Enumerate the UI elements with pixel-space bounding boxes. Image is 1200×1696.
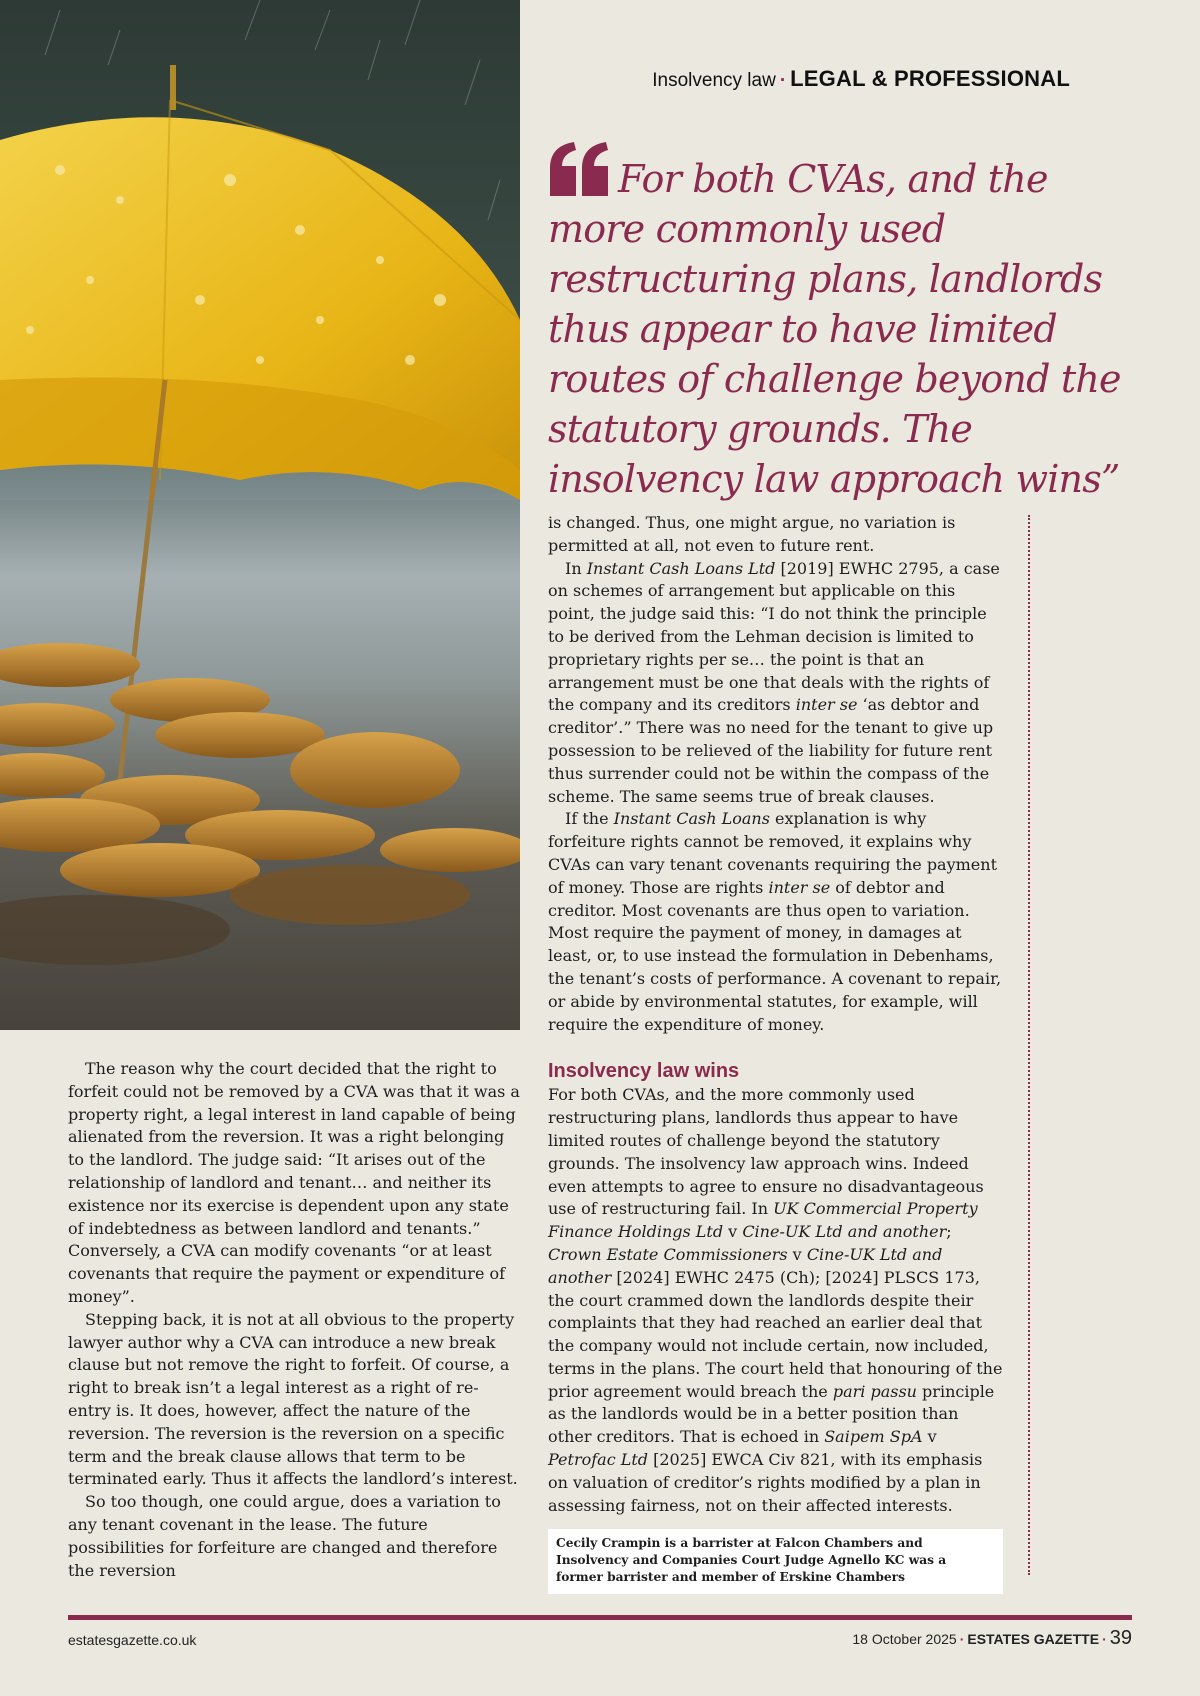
right-paragraph-4: For both CVAs, and the more commonly used restructuring plans, landlords thus appear to have limited routes of challenge beyond the statutory grounds. The insolvency law approach wins. Indeed even attempts to agree to ensure no disadvantageous use of restructuring fail. In UK Commercial Property Finance Holdings Ltd v Cine-UK Ltd and another; Crown Estate Commissioners v Cine-UK Ltd and another [2024] EWHC 2475 (Ch); [2024] PLSCS 173, the court crammed down the landlords despite their complaints that they had reached an earlier deal that the company would not include certain, now included, terms in the plans. The court held that honouring of the prior agreement would breach the pari passu principle as the landlords would be in a better position than other creditors. That is echoed in Saipem SpA v Petrofac Ltd [2025] EWCA Civ 821, with its emphasis on valuation of creditor’s rights modified by a plan in assessing fairness, not on their affected interests.	[548, 1085, 1003, 1515]
column-divider	[1028, 515, 1030, 1575]
pull-quote	[548, 140, 1128, 504]
umbrella-coins-illustration	[0, 0, 520, 1030]
left-paragraph-3: So too though, one could argue, does a variation to any tenant covenant in the lease. The future possibilities for forfeiture are changed and therefore the reversion	[68, 1492, 501, 1580]
footer-publication: ESTATES GAZETTE	[967, 1631, 1100, 1647]
footer-date: 18 October 2025	[852, 1631, 957, 1647]
case-name: UK Commercial Property Finance Holdings Ltd	[548, 1199, 978, 1242]
case-name: Petrofac Ltd	[548, 1450, 649, 1470]
quote-mark-icon	[548, 140, 612, 198]
right-paragraph-3: If the Instant Cash Loans explanation is why forfeiture rights cannot be removed, it explains why CVAs can vary tenant covenants requiring the payment of money. Those are rights inter se of debtor and creditor. Most covenants are thus open to variation. Most require the payment of money, in damages at least, or, to use instead the formulation in Debenhams, the tenant’s costs of performance. A covenant to repair, or abide by environmental statutes, for example, will require the expenditure of money.	[548, 809, 1002, 1034]
case-name: Saipem SpA	[824, 1427, 923, 1447]
page-number: 39	[1109, 1627, 1132, 1649]
right-paragraph-2: In Instant Cash Loans Ltd [2019] EWHC 2795, a case on schemes of arrangement but applicable on this point, the judge said this: “I do not think the principle to be derived from the Lehman decision is limited to proprietary rights per se… the point is that an arrangement must be one that deals with the rights of the company and its creditors inter se ‘as debtor and creditor’.” There was no need for the tenant to give up possession to be relieved of the liability for future rent thus surrender could not be within the compass of the scheme. The same seems true of break clauses.	[548, 558, 1000, 806]
footer-folio	[852, 1627, 1132, 1650]
left-column	[68, 1058, 520, 1582]
header-section: LEGAL & PROFESSIONAL	[790, 66, 1070, 91]
subheading: Insolvency law wins	[548, 1060, 740, 1083]
case-name: Crown Estate Commissioners	[548, 1244, 788, 1264]
case-name: Cine-UK Ltd and another	[742, 1222, 947, 1242]
author-bio: Cecily Crampin is a barrister at Falcon Chambers and Insolvency and Companies Court Judge Agnello KC was a former barrister and member of Erskine Chambers	[548, 1529, 1003, 1594]
left-paragraph-1: The reason why the court decided that the right to forfeit could not be removed by a CVA was that it was a property right, a legal interest in land capable of being alienated from the reversion. It was a right belonging to the landlord. The judge said: “It arises out of the relationship of landlord and tenant… and neither its existence nor its exercise is dependent upon any state of indebtedness as between landlord and tenants.” Conversely, a CVA can modify covenants “or at least covenants that require the payment or expenditure of money”.	[68, 1059, 520, 1306]
latin-term: inter se	[795, 695, 858, 715]
header-separator: ·	[779, 70, 787, 91]
umbrella-coins-photo	[0, 0, 520, 1030]
right-column	[548, 512, 1003, 1594]
right-paragraph-1: is changed. Thus, one might argue, no variation is permitted at all, not even to future rent.	[548, 513, 956, 555]
case-name: Cine-UK Ltd and another	[548, 1244, 943, 1287]
footer-rule	[68, 1615, 1132, 1620]
case-name: Instant Cash Loans	[613, 809, 770, 829]
header-topic: Insolvency law	[652, 70, 776, 91]
footer-separator: ·	[959, 1631, 965, 1647]
left-paragraph-2: Stepping back, it is not at all obvious to the property lawyer author why a CVA can introduce a new break clause but not remove the right to forfeit. Of course, a right to break isn’t a legal interest as a right of re-entry is. It does, however, affect the nature of the reversion. The reversion is the reversion on a specific term and the break clause allows that term to be terminated early. Thus it affects the landlord’s interest.	[68, 1309, 518, 1489]
footer-separator: ·	[1102, 1631, 1107, 1647]
case-name: Instant Cash Loans Ltd	[586, 558, 776, 578]
latin-term: inter se	[768, 877, 831, 897]
footer-website: estatesgazette.co.uk	[68, 1632, 197, 1648]
pull-quote-text: For both CVAs, and the more commonly used restructuring plans, landlords thus appear to have limited routes of challenge beyond the statutory grounds. The insolvency law approach wins”	[548, 157, 1121, 501]
latin-term: pari passu	[832, 1381, 917, 1401]
running-header	[652, 66, 1070, 92]
